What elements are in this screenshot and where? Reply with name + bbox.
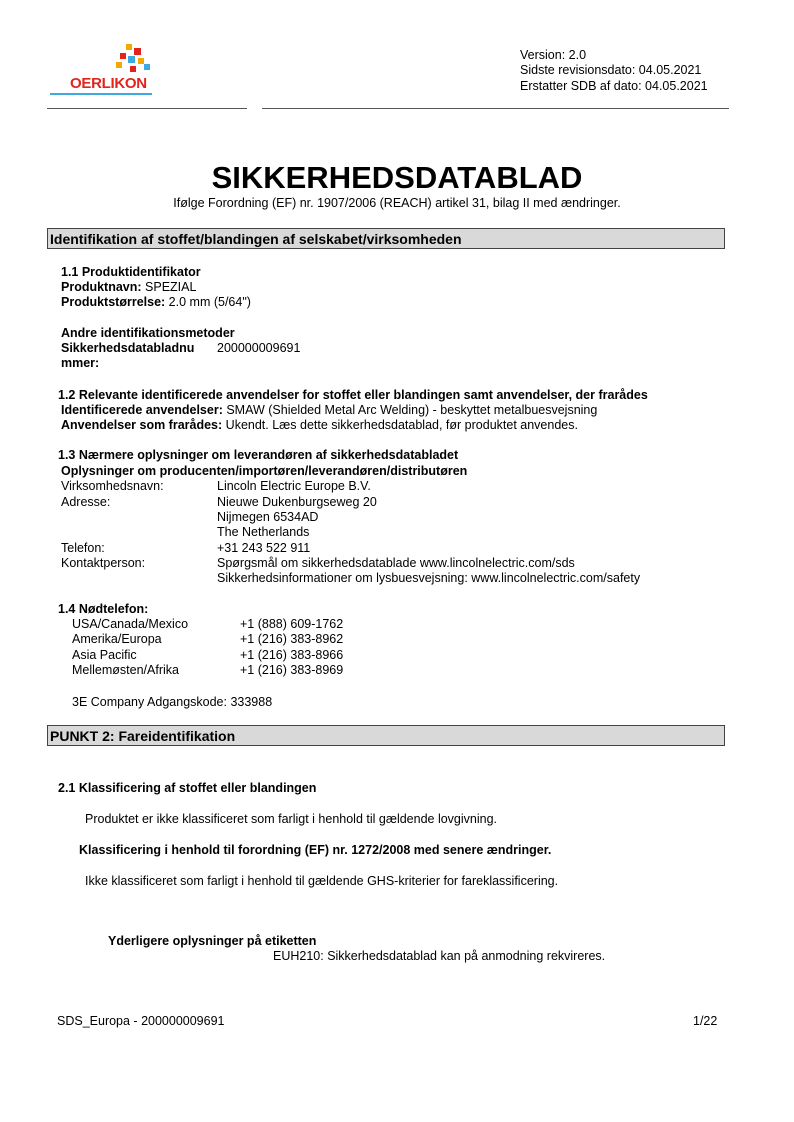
- advised-uses-label: Anvendelser som frarådes:: [61, 418, 223, 432]
- phone-label: Telefon:: [61, 541, 105, 555]
- s13-heading: 1.3 Nærmere oplysninger om leverandøren af sikkerhedsdatabladet: [58, 448, 459, 462]
- product-size-label: Produktstørrelse:: [61, 295, 166, 309]
- document-subtitle: Ifølge Forordning (EF) nr. 1907/2006 (REACH) artikel 31, bilag II med ændringer.: [173, 196, 621, 210]
- sds-number-value: 200000009691: [217, 341, 301, 355]
- identified-uses-line: [61, 403, 597, 417]
- contact-line: Spørgsmål om sikkerhedsdatablade www.lincolnelectric.com/sds: [217, 556, 575, 570]
- product-name-line: [61, 280, 196, 294]
- product-name-value: SPEZIAL: [141, 280, 197, 294]
- other-id-heading: Andre identifikationsmetoder: [61, 326, 235, 340]
- identified-uses-value: SMAW (Shielded Metal Arc Welding) - beskyttet metalbuesvejsning: [222, 403, 598, 417]
- address-line: Nieuwe Dukenburgseweg 20: [217, 495, 377, 509]
- s21-text: Produktet er ikke klassificeret som farligt i henhold til gældende lovgivning.: [85, 812, 498, 826]
- company-label: Virksomhedsnavn:: [61, 479, 164, 493]
- s13-subheading: Oplysninger om producenten/importøren/leverandøren/distributøren: [61, 464, 468, 478]
- emergency-region: Mellemøsten/Afrika: [72, 663, 179, 677]
- product-size-line: [61, 295, 251, 309]
- phone-value: +31 243 522 911: [217, 541, 311, 555]
- company-value: Lincoln Electric Europe B.V.: [217, 479, 371, 493]
- access-code: 3E Company Adgangskode: 333988: [72, 695, 273, 709]
- emergency-number: +1 (888) 609-1762: [240, 617, 344, 631]
- label-info-heading: Yderligere oplysninger på etiketten: [108, 934, 317, 948]
- logo-square: [134, 48, 141, 55]
- emergency-region: USA/Canada/Mexico: [72, 617, 189, 631]
- contact-line: Sikkerhedsinformationer om lysbuesvejsning: www.lincolnelectric.com/safety: [217, 571, 641, 585]
- sds-number-label-2: mmer:: [61, 356, 100, 370]
- address-label: Adresse:: [61, 495, 111, 509]
- clp-text: Ikke klassificeret som farligt i henhold til gældende GHS-kriterier for fareklassificering.: [85, 874, 559, 888]
- identified-uses-label: Identificerede anvendelser:: [61, 403, 223, 417]
- sds-number-label-1: Sikkerhedsdatabladnu: [61, 341, 195, 355]
- clp-heading: Klassificering i henhold til forordning (EF) nr. 1272/2008 med senere ændringer.: [79, 843, 552, 857]
- section-1-heading: Identifikation af stoffet/blandingen af selskabet/virksomheden: [47, 228, 725, 249]
- version: Version: 2.0: [520, 48, 587, 62]
- s11-heading: 1.1 Produktidentifikator: [61, 265, 201, 279]
- document-title: SIKKERHEDSDATABLAD: [211, 160, 583, 195]
- product-name-label: Produktnavn:: [61, 280, 142, 294]
- logo-square: [120, 53, 126, 59]
- header-rule-right: [262, 108, 729, 109]
- s21-heading: 2.1 Klassificering af stoffet eller blandingen: [58, 781, 317, 795]
- logo-square: [144, 64, 150, 70]
- label-info-text: EUH210: Sikkerhedsdatablad kan på anmodning rekvireres.: [273, 949, 606, 963]
- logo-square: [116, 62, 122, 68]
- logo-text: OERLIKON: [70, 75, 147, 92]
- logo-square: [128, 56, 135, 63]
- revision-date: Sidste revisionsdato: 04.05.2021: [520, 63, 702, 77]
- s14-heading: 1.4 Nødtelefon:: [58, 602, 149, 616]
- logo-underline: [50, 93, 152, 95]
- address-line: The Netherlands: [217, 525, 310, 539]
- emergency-region: Amerika/Europa: [72, 632, 162, 646]
- contact-label: Kontaktperson:: [61, 556, 146, 570]
- section-2-heading: PUNKT 2: Fareidentifikation: [47, 725, 725, 746]
- logo-square: [130, 66, 136, 72]
- advised-uses-value: Ukendt. Læs dette sikkerhedsdatablad, før produktet anvendes.: [222, 418, 578, 432]
- footer-page-number: 1/22: [693, 1014, 718, 1028]
- s12-heading: 1.2 Relevante identificerede anvendelser for stoffet eller blandingen samt anvendelser, der frarådes: [58, 388, 648, 402]
- footer-doc-id: SDS_Europa - 200000009691: [57, 1014, 225, 1028]
- address-line: Nijmegen 6534AD: [217, 510, 319, 524]
- emergency-number: +1 (216) 383-8966: [240, 648, 344, 662]
- emergency-region: Asia Pacific: [72, 648, 137, 662]
- emergency-number: +1 (216) 383-8962: [240, 632, 344, 646]
- logo-square: [126, 44, 132, 50]
- company-logo: [50, 44, 160, 98]
- header-rule-left: [47, 108, 247, 109]
- product-size-value: 2.0 mm (5/64"): [165, 295, 251, 309]
- advised-uses-line: [61, 418, 578, 432]
- replaces-date: Erstatter SDB af dato: 04.05.2021: [520, 79, 708, 93]
- emergency-number: +1 (216) 383-8969: [240, 663, 344, 677]
